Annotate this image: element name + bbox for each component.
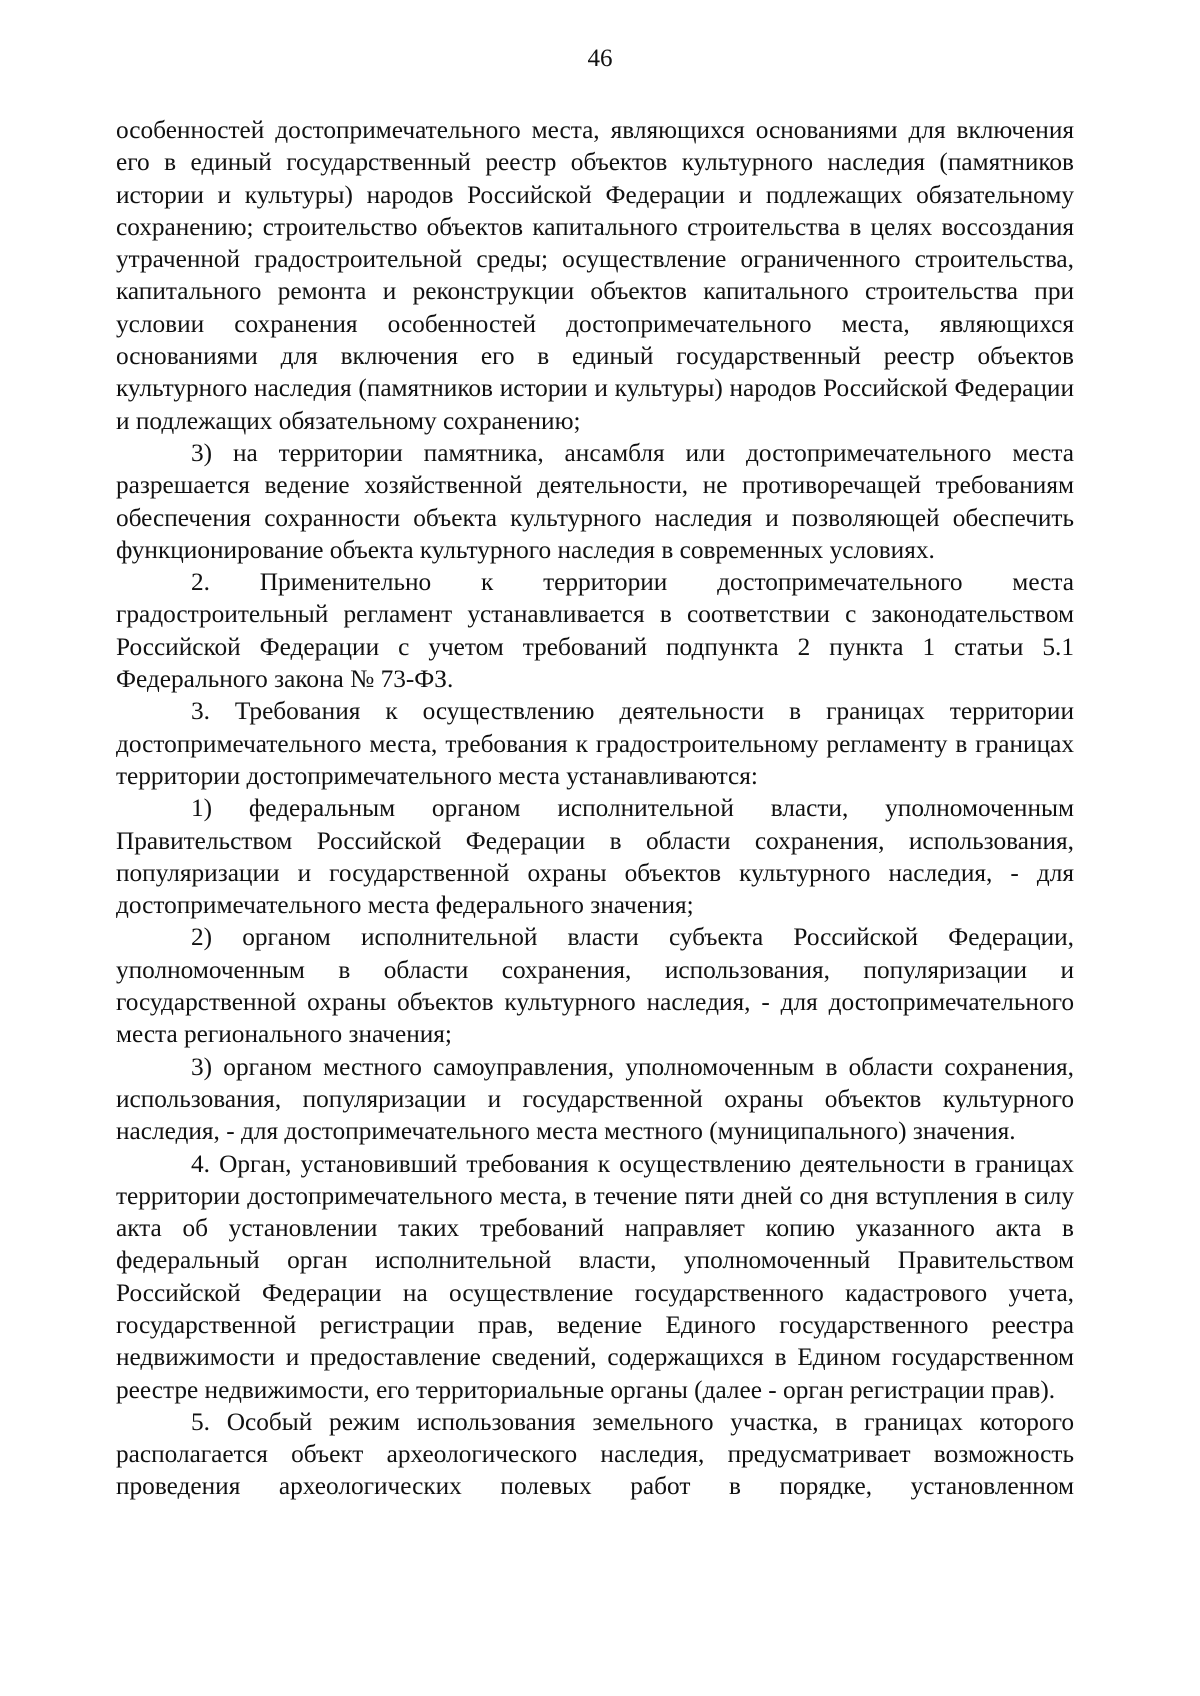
document-body	[116, 114, 1074, 1503]
paragraph-item-3-economic-activity: 3) на территории памятника, ансамбля или достопримечательного места разрешается ведение хозяйственной деятельности, не противоречащей требованиям обеспечения сохранности объекта культурного наследия и позволяющей обеспечить функционирование объекта культурного наследия в современных условиях.	[116, 438, 1074, 564]
paragraph-2-urban-planning-regulation: 2. Применительно к территории достопримечательного места градостроительный регламент устанавливается в соответствии с законодательством Российской Федерации с учетом требований подпункта 2 пункта 1 статьи 5.1 Федерального закона № 73-ФЗ.	[116, 568, 1074, 694]
paragraph-subitem-3-local: 3) органом местного самоуправления, уполномоченным в области сохранения, использования, популяризации и государственной охраны объектов культурного наследия, - для достопримечательного места местного (муниципального) значения.	[116, 1052, 1074, 1146]
paragraph-subitem-2-regional: 2) органом исполнительной власти субъекта Российской Федерации, уполномоченным в области сохранения, использования, популяризации и государственной охраны объектов культурного наследия, - для достопримечательного места регионального значения;	[116, 923, 1074, 1049]
paragraph-5-archaeological-heritage: 5. Особый режим использования земельного участка, в границах которого располагается объект археологического наследия, предусматривает возможность проведения археологических полевых работ в порядке, установленном	[116, 1407, 1074, 1501]
paragraph-continuation: особенностей достопримечательного места, являющихся основаниями для включения его в единый государственный реестр объектов культурного наследия (памятников истории и культуры) народов Российской Федерации и подлежащих обязательному сохранению; строительство объектов капитального строительства в целях воссоздания утраченной градостроительной среды; осуществление ограниченного строительства, капитального ремонта и реконструкции объектов капитального строительства при условии сохранения особенностей достопримечательного места, являющихся основаниями для включения его в единый государственный реестр объектов культурного наследия (памятников истории и культуры) народов Российской Федерации и подлежащих обязательному сохранению;	[116, 116, 1074, 435]
paragraph-3-requirements-authority: 3. Требования к осуществлению деятельности в границах территории достопримечательного места, требования к градостроительному регламенту в границах территории достопримечательного места устанавливаются:	[116, 697, 1074, 790]
page-number: 46	[587, 45, 613, 72]
paragraph-subitem-1-federal: 1) федеральным органом исполнительной власти, уполномоченным Правительством Российской Федерации в области сохранения, использования, популяризации и государственной охраны объектов культурного наследия, - для достопримечательного места федерального значения;	[116, 794, 1074, 920]
paragraph-4-registration-authority: 4. Орган, установивший требования к осуществлению деятельности в границах территории достопримечательного места, в течение пяти дней со дня вступления в силу акта об установлении таких требований направляет копию указанного акта в федеральный орган исполнительной власти, уполномоченный Правительством Российской Федерации на осуществление государственного кадастрового учета, государственной регистрации прав, ведение Единого государственного реестра недвижимости и предоставление сведений, содержащихся в Едином государственном реестре недвижимости, его территориальные органы (далее - орган регистрации прав).	[116, 1149, 1074, 1404]
